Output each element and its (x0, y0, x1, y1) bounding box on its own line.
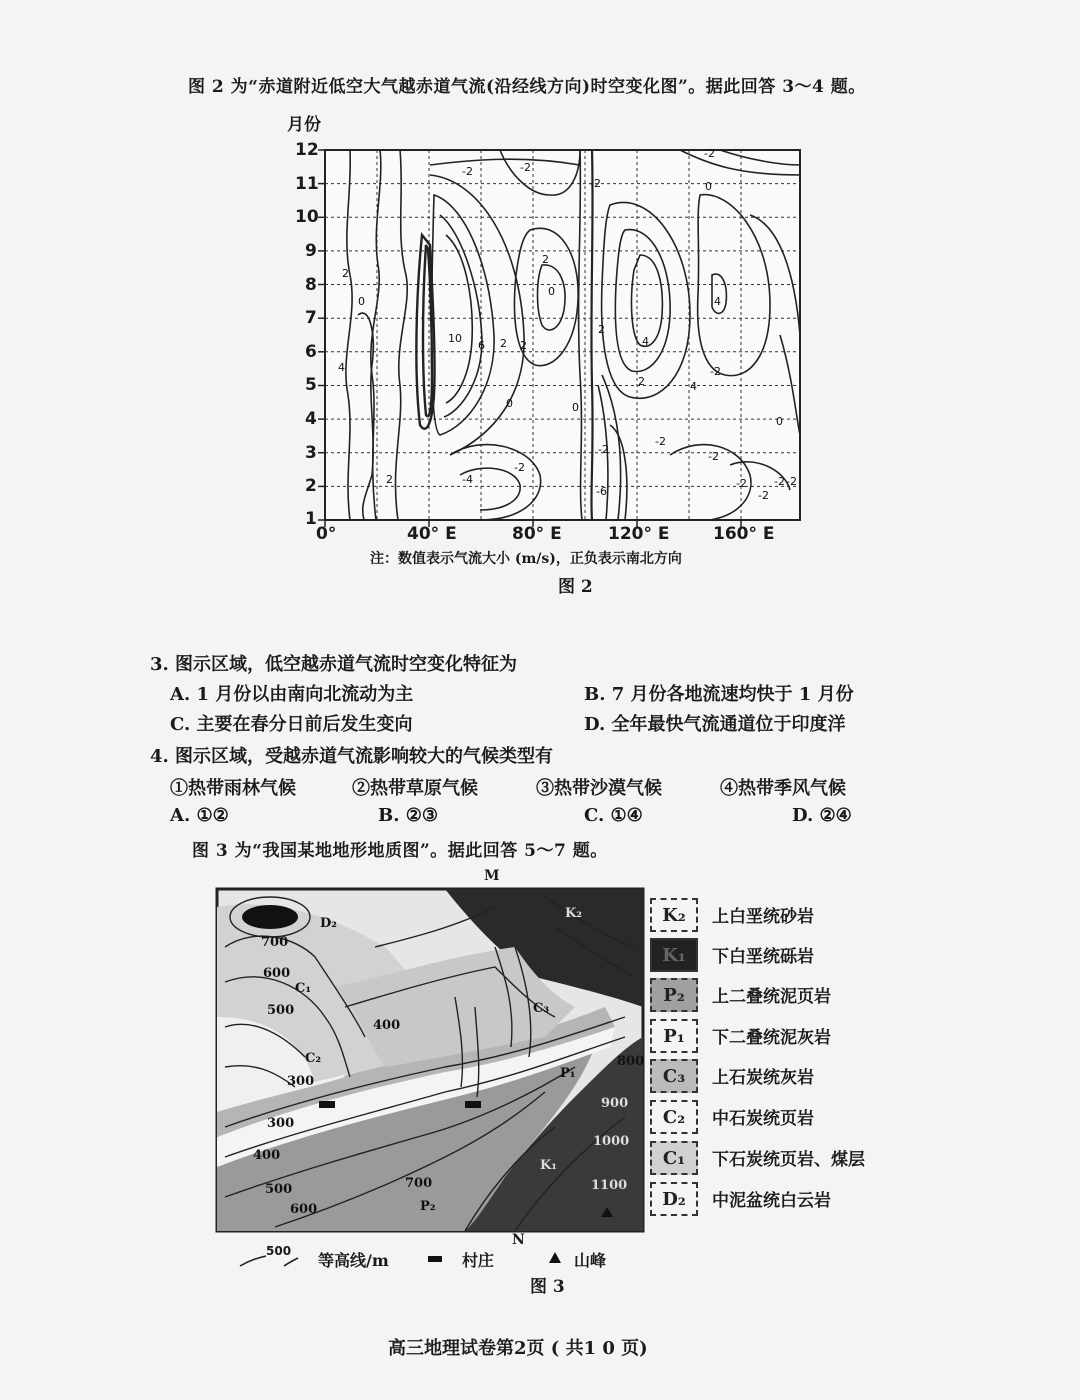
x-tick: 120° E (608, 524, 670, 544)
x-tick: 160° E (713, 524, 775, 544)
y-tick: 12 (295, 140, 319, 160)
contour-label: 4 (714, 295, 721, 308)
contour-label: 2 (542, 253, 549, 266)
legend-swatch-p2: P₂ (650, 978, 698, 1012)
q4-option-a[interactable]: A. ①② (170, 805, 229, 826)
village-icon (428, 1256, 442, 1262)
page-footer: 高三地理试卷第2页 ( 共1 0 页) (388, 1338, 648, 1359)
y-tick: 5 (305, 375, 317, 395)
peak-key-label: 山峰 (574, 1251, 607, 1270)
map-label: 500 (265, 1182, 293, 1197)
x-tick: 40° E (407, 524, 457, 544)
legend-label: 中泥盆统白云岩 (712, 1191, 831, 1211)
contour-label: 0 (358, 295, 365, 308)
contour-label: 4 (690, 380, 697, 393)
q3-option-d[interactable]: D. 全年最快气流通道位于印度洋 (584, 714, 846, 735)
contour-label: -2 (520, 161, 531, 174)
contour-key-value: 500 (266, 1244, 292, 1258)
contour-label: -2 (598, 443, 609, 456)
legend-label: 上二叠统泥页岩 (712, 987, 831, 1007)
contour-label: 2 (386, 473, 393, 486)
q3-option-b[interactable]: B. 7 月份各地流速均快于 1 月份 (584, 684, 854, 705)
contour-label: -2 (758, 489, 769, 502)
fig2-note: 注：数值表示气流大小 (m/s)，正负表示南北方向 (370, 551, 682, 567)
q3-option-a[interactable]: A. 1 月份以由南向北流动为主 (170, 684, 414, 705)
map-label: P₂ (420, 1199, 436, 1214)
contour-label: 0 (506, 397, 513, 410)
contour-label: -2 (514, 461, 525, 474)
y-tick: 8 (305, 275, 317, 295)
map-label: C₁ (295, 981, 312, 996)
contour-label: 4 (642, 335, 649, 348)
map-label: C₃ (533, 1001, 550, 1016)
q4-item-3: ③热带沙漠气候 (536, 778, 662, 799)
fig3-intro: 图 3 为“我国某地地形地质图”。据此回答 5～7 题。 (192, 841, 608, 861)
q4-stem: 4. 图示区域，受越赤道气流影响较大的气候类型有 (150, 746, 554, 767)
contour-label: -2 (590, 177, 601, 190)
contour-label: 2 (598, 323, 605, 336)
map-label: 500 (267, 1003, 295, 1018)
legend-label: 上石炭统灰岩 (712, 1068, 814, 1088)
contour-key-label: 等高线/m (318, 1251, 389, 1270)
legend-swatch-k1: K₁ (650, 938, 698, 972)
contour-label: -2 (708, 450, 719, 463)
contour-label: -4 (462, 473, 473, 486)
contour-label: -6 (596, 485, 607, 498)
map-label: 600 (263, 966, 291, 981)
contour-label: 0 (548, 285, 555, 298)
map-label: 400 (373, 1018, 401, 1033)
contour-label: 6 (478, 339, 485, 352)
q4-option-c[interactable]: C. ①④ (584, 805, 643, 826)
x-tick: 80° E (512, 524, 562, 544)
map-label: 900 (601, 1096, 629, 1111)
contour-label: -2 (736, 477, 747, 490)
fig3-caption: 图 3 (530, 1277, 565, 1297)
map-label: P₁ (560, 1066, 576, 1081)
legend-swatch-k2: K₂ (650, 898, 698, 932)
contour-label: 2 (638, 375, 645, 388)
q4-item-2: ②热带草原气候 (352, 778, 478, 799)
q4-option-d[interactable]: D. ②④ (792, 805, 852, 826)
peak-icon (548, 1250, 562, 1264)
fig3-geologic-map (215, 887, 645, 1233)
contour-label: 0 (776, 415, 783, 428)
contour-label: -2 (786, 475, 797, 488)
y-tick: 9 (305, 241, 317, 261)
legend-label: 下白垩统砾岩 (712, 947, 814, 967)
fig2-contour-chart (280, 135, 820, 550)
map-label: 1100 (591, 1178, 628, 1193)
x-tick: 0° (316, 524, 337, 544)
y-tick: 1 (305, 509, 317, 529)
legend-swatch-c1: C₁ (650, 1141, 698, 1175)
legend-label: 中石炭统页岩 (712, 1109, 814, 1129)
legend-swatch-p1: P₁ (650, 1019, 698, 1053)
contour-label: 10 (448, 332, 462, 345)
map-label-m: M (484, 868, 500, 884)
contour-label: -2 (774, 475, 785, 488)
contour-label: 0 (705, 180, 712, 193)
legend-swatch-d2: D₂ (650, 1182, 698, 1216)
map-label: K₂ (565, 906, 582, 921)
contour-label: 2 (500, 337, 507, 350)
y-tick: 7 (305, 308, 317, 328)
contour-label: -2 (462, 165, 473, 178)
map-label: 300 (287, 1074, 315, 1089)
legend-label: 下石炭统页岩、煤层 (712, 1150, 865, 1170)
y-tick: 10 (295, 207, 319, 227)
contour-label: 2 (342, 267, 349, 280)
map-label: 600 (290, 1202, 318, 1217)
y-tick: 11 (295, 174, 319, 194)
map-label-n: N (512, 1232, 525, 1248)
contour-label: -2 (655, 435, 666, 448)
q3-option-c[interactable]: C. 主要在春分日前后发生变向 (170, 714, 413, 735)
contour-label: -2 (704, 147, 715, 160)
legend-swatch-c3: C₃ (650, 1059, 698, 1093)
q3-stem: 3. 图示区域，低空越赤道气流时空变化特征为 (150, 654, 518, 675)
map-label: K₁ (540, 1158, 557, 1173)
legend-swatch-c2: C₂ (650, 1100, 698, 1134)
contour-label: 0 (572, 401, 579, 414)
map-label: D₂ (320, 916, 337, 931)
village-key-label: 村庄 (462, 1251, 495, 1270)
q4-item-4: ④热带季风气候 (720, 778, 846, 799)
fig2-y-title: 月份 (287, 115, 321, 135)
map-label: 300 (267, 1116, 295, 1131)
map-label: 700 (261, 935, 289, 950)
q4-item-1: ①热带雨林气候 (170, 778, 296, 799)
map-label: 400 (253, 1148, 281, 1163)
contour-label: 4 (338, 361, 345, 374)
y-tick: 6 (305, 342, 317, 362)
legend-label: 上白垩统砂岩 (712, 907, 814, 927)
map-label: 800 (617, 1054, 645, 1069)
y-tick: 3 (305, 443, 317, 463)
legend-label: 下二叠统泥灰岩 (712, 1028, 831, 1048)
fig2-intro: 图 2 为“赤道附近低空大气越赤道气流(沿经线方向)时空变化图”。据此回答 3～4 题。 (188, 77, 866, 97)
fig2-caption: 图 2 (558, 577, 593, 597)
map-label: C₂ (305, 1051, 322, 1066)
map-label: 700 (405, 1176, 433, 1191)
map-label: 1000 (593, 1134, 630, 1149)
y-tick: 2 (305, 476, 317, 496)
q4-option-b[interactable]: B. ②③ (378, 805, 439, 826)
contour-label: -2 (710, 365, 721, 378)
y-tick: 4 (305, 409, 317, 429)
contour-label: 2 (520, 339, 527, 352)
